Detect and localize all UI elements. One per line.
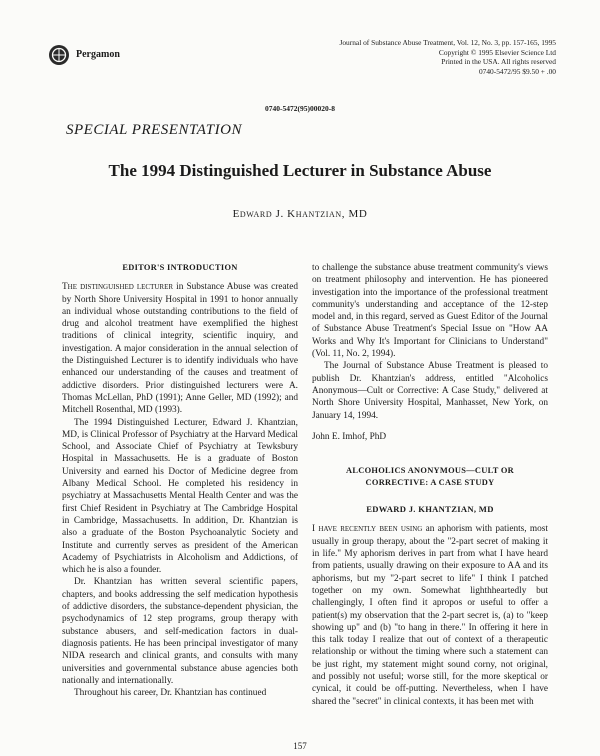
intro-paragraph: The 1994 Distinguished Lecturer, Edward J. Khantzian, MD, is Clinical Professor of Psychiatry at the Harvard Medical School, and Associate Chief of Psychiatry at Tewksbury Hospital in Massachusetts. He is a graduate of Boston University and earned his Doctor of Medicine degree from Albany Medical School. He completed his residency in psychiatry at Massachusetts Mental Health Center and was the first Chief Resident in Psychiatry at The Cambridge Hospital in Cambridge, Massachusetts. In addition, Dr. Khantzian is also a graduate of the Boston Psychoanalytic Society and Institute and currently serves as president of the American Academy of Psychiatrists in Alcoholism and Addictions, of which he is also a founder. [62, 417, 298, 576]
journal-line: 0740-5472/95 $9.50 + .00 [478, 66, 556, 76]
editor-signature: John E. Imhof, PhD [312, 431, 387, 442]
pergamon-logo-icon [48, 44, 70, 66]
article-text: an aphorism with patients, most usually in group therapy, about the "2-part secret of making it in life." My aphorism derives in part from what I have heard from patients, usually drawing on their exposure to AA and its aphorisms, but my "2-part secret to life" I think I patched together on my own. Somewhat lighthheartedly but challengingly, I often find it apropos or useful to offer a patient(s) my observation that the 2-part secret is, (a) to "keep showing up" and (b) "to hang in there." In offering it here in this talk today I realize that out of context of a therapeutic relationship or without the timing where such a statement can be just right, my statement might sound corny, not original, and possibly not useful; worse still, for the more skeptical or cynical, it could be off-putting. Nevertheless, when I have shared the "secret" in clinical contexts, it has been met with [312, 524, 548, 707]
article-title [312, 465, 548, 489]
journal-line: Copyright © 1995 Elsevier Science Ltd [438, 47, 556, 57]
author-byline: Edward J. Khantzian, MD [232, 208, 368, 220]
intro-paragraph: The Journal of Substance Abuse Treatment is pleased to publish Dr. Khantzian's address, entitled "Alcoholics Anonymous—Cult or Corrective: A Case Study," delivered at North Shore University Hospital, Manhasset, New York, on January 14, 1994. [312, 361, 548, 421]
doi-code: 0740-5472(95)00020-8 [265, 104, 335, 113]
section-label: SPECIAL PRESENTATION [66, 122, 242, 138]
intro-paragraph: Dr. Khantzian has written several scientific papers, chapters, and books addressing the self medication hypothesis of addictive disorders, the substance-dependent physician, the psychodynamics of 12 step programs, group therapy with substance abusers, and self-medication factors in dual-diagnosis patients. He has been principal investigator of many NIDA research and clinical grants, and consults with many universities and governmental substance abuse agencies both nationally and internationally. [62, 577, 298, 686]
page-number: 157 [293, 741, 307, 751]
intro-paragraph: to challenge the substance abuse treatment community's views on treatment philosophy and intervention. He has pioneered investigation into the importance of the professional treatment community's understanding and acceptance of the 12-step model and, in this regard, served as Guest Editor of the Journal of Substance Abuse Treatment's Special Issue on "How AA Works and Why It's Important for Clinicians to Understand" (Vol. 11, No. 2, 1994). [312, 263, 548, 360]
right-column [312, 262, 548, 708]
journal-line: Printed in the USA. All rights reserved [441, 57, 556, 67]
article-title-line: ALCOHOLICS ANONYMOUS—CULT OR [345, 466, 515, 476]
intro-paragraph [62, 281, 298, 416]
intro-lead: The distinguished lecturer [62, 282, 174, 293]
journal-line: Journal of Substance Abuse Treatment, Vol. 12, No. 3, pp. 157-165, 1995 [339, 38, 556, 47]
article-lead: I have recently been using [312, 524, 423, 535]
intro-text: in Substance Abuse was created by North Shore University Hospital in 1991 to honor annually an individual whose outstanding contributions to the field of drug and alcohol treatment have exemplified the highest traditions of clinical integrity, scientific inquiry, and investigation. A major consideration in the annual selection of the Distinguished Lecturer is to identify individuals who have enhanced our understanding of the causes and treatment of addictive disorders. Prior distinguished lecturers were A. Thomas McLellan, PhD (1991); Anne Geller, MD (1992); and Mitchell Rosenthal, MD (1993). [62, 282, 298, 416]
publisher-name: Pergamon [76, 49, 120, 60]
intro-paragraph: Throughout his career, Dr. Khantzian has continued [74, 688, 267, 699]
journal-info [339, 38, 556, 76]
left-column [62, 262, 298, 699]
article-title-line: CORRECTIVE: A CASE STUDY [365, 478, 495, 488]
article-paragraph [312, 523, 548, 707]
article-author: EDWARD J. KHANTZIAN, MD [366, 504, 494, 515]
page-title: The 1994 Distinguished Lecturer in Substance Abuse [108, 161, 492, 180]
editors-intro-heading: EDITOR'S INTRODUCTION [122, 263, 238, 272]
